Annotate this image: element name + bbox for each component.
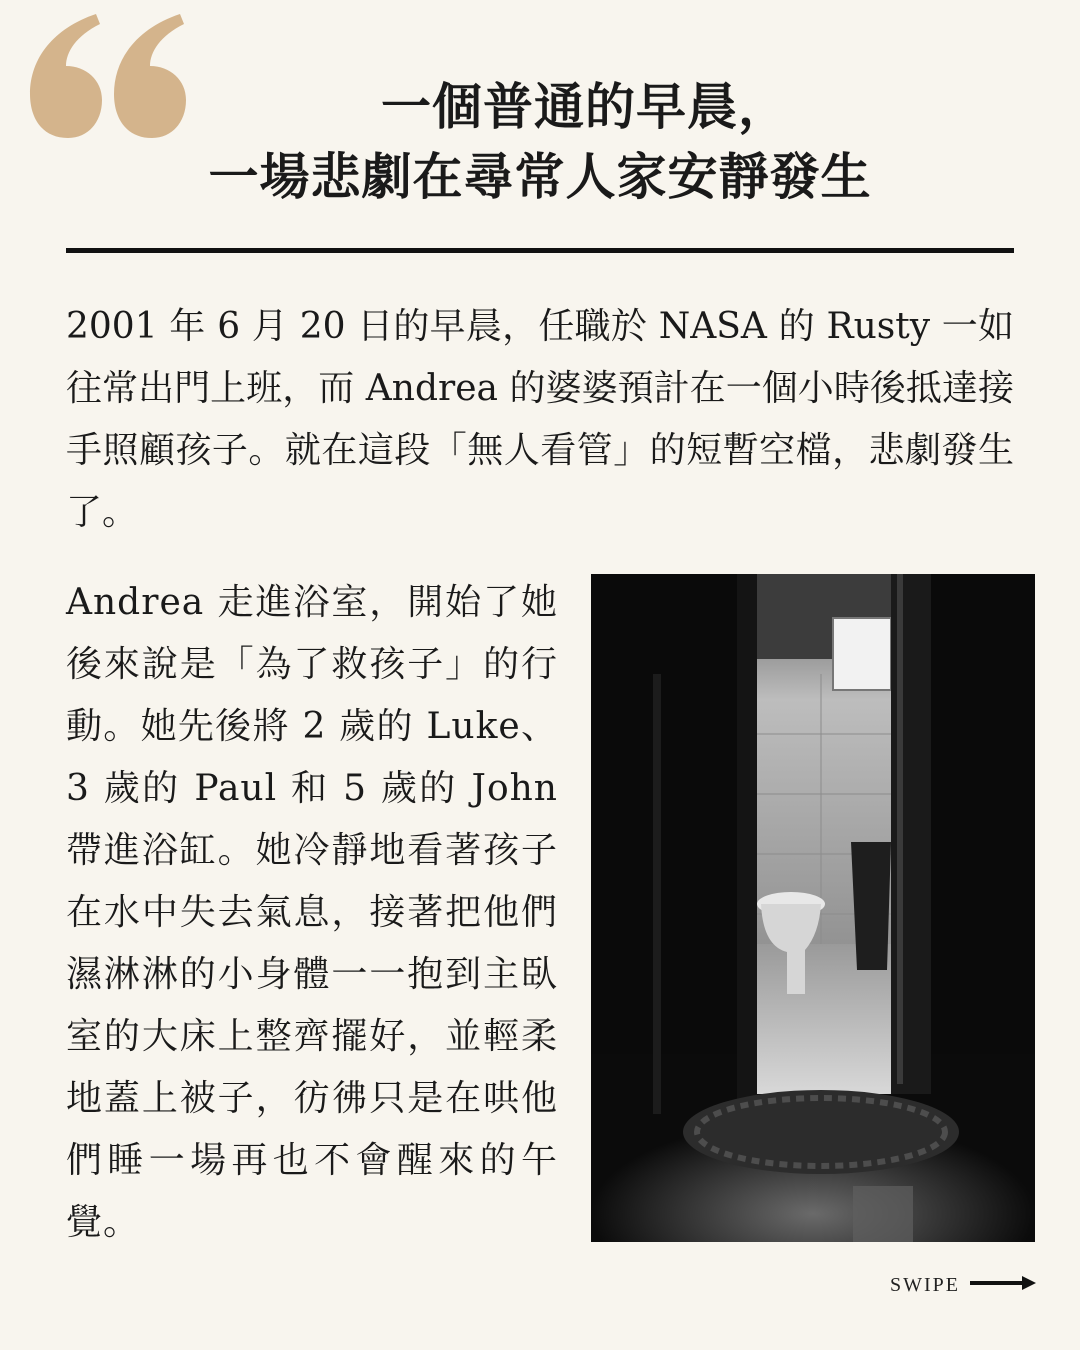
- divider: [66, 248, 1014, 253]
- title-line-2: 一場悲劇在尋常人家安靜發生: [208, 147, 872, 206]
- bathroom-photo: [591, 574, 1035, 1242]
- arrow-right-icon: [970, 1274, 1036, 1297]
- story-paragraph: Andrea 走進浴室，開始了她後來說是「為了救孩子」的行動。她先後將 2 歲的 Luke、3 歲的 Paul 和 5 歲的 John 帶進浴缸。她冷靜地看著孩子在水中失去氣息，接著把他們濕淋淋的小身體一一抱到主臥室的大床上整齊擺好，並輕柔地蓋上被子，彷彿只是在哄他們睡一場再也不會醒來的午覺。: [66, 582, 558, 1243]
- title-line-1: 一個普通的早晨，: [381, 77, 789, 136]
- swipe-indicator[interactable]: [890, 1274, 1036, 1297]
- swipe-label: SWIPE: [890, 1274, 960, 1296]
- page-title: [0, 72, 1080, 212]
- intro-paragraph: 2001 年 6 月 20 日的早晨，任職於 NASA 的 Rusty 一如往常出門上班，而 Andrea 的婆婆預計在一個小時後抵達接手照顧孩子。就在這段「無人看管」的短暫空檔，悲劇發生了。: [66, 306, 1014, 533]
